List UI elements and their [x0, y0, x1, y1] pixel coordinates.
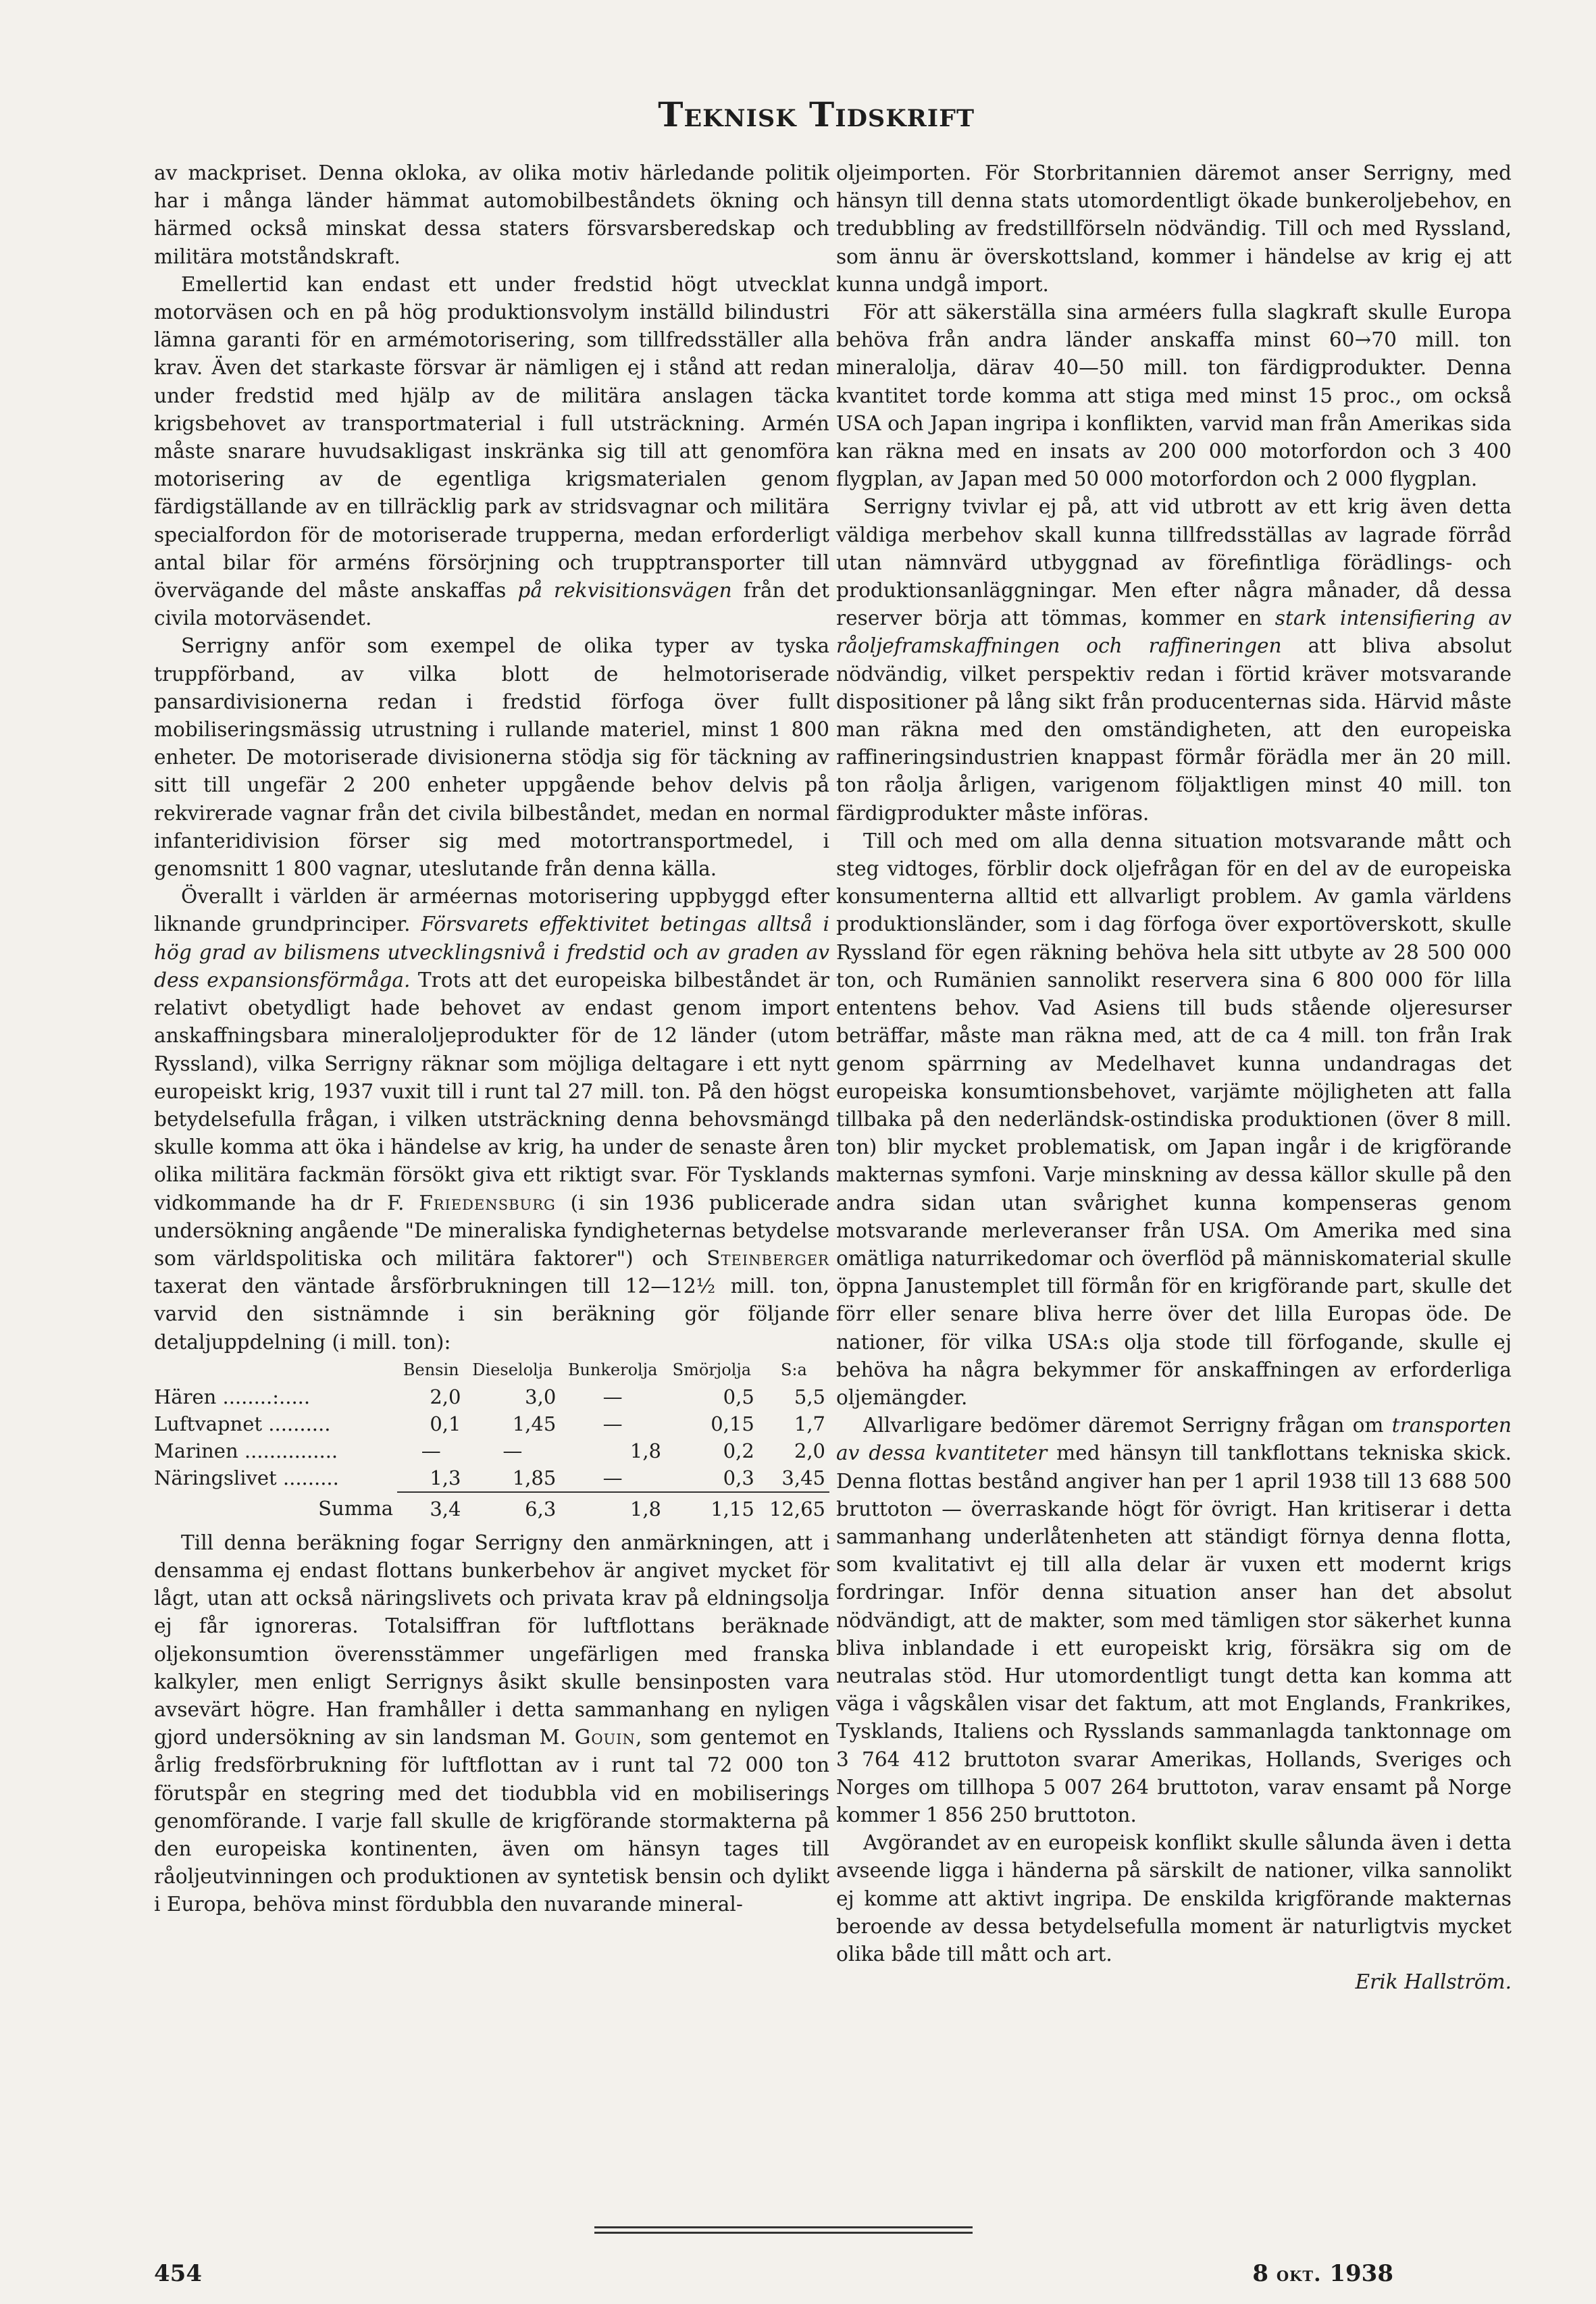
column-header: Dieselolja [472, 1360, 553, 1379]
paragraph: Allvarligare bedömer däremot Serrigny frågan om transporten av dessa kvantiteter med hänsyn till tankflottans tekniska skick. Denna flottas bestånd angiver han per 1 april 1938 till 13 688 500 bruttoton — överraskande högt för övrigt. Han kritiserar i detta sammanhang underlåtenheten att ständigt förnya denna flotta, som kvalitativt ej till alla delar är vuxen ett modernt krigs fordringar. Inför denna situation anser han det absolut nödvändigt, att de makter, som med tämligen stor säkerhet kunna bliva inblandade i ett europeiskt krig, försäkra sig om de neutralas stöd. Hur utomordentligt tungt detta kan komma att väga i vågskålen visar det faktum, att mot Englands, Frankrikes, Tysklands, Italiens och Rysslands sammanlagda tanktonnage om 3 764 412 bruttoton svarar Amerikas, Hollands, Sveriges och Norges om tillhopa 5 007 264 bruttoton, varav ensamt på Norge kommer 1 856 250 bruttoton. [836, 1414, 1512, 1826]
author-signature: Erik Hallström. [1355, 1970, 1512, 1994]
table-sum-row: Summa 3,4 6,3 1,8 1,15 12,65 [154, 1492, 829, 1522]
left-column [154, 159, 829, 1919]
column-header: Bensin [403, 1360, 459, 1379]
footer-rule [594, 2232, 973, 2234]
paragraph: Avgörandet av en europeisk konflikt skulle sålunda även i detta avseende ligga i händerna på särskilt de nationer, vilka sannolikt ej komme att aktivt ingripa. De enskilda krigförande makternas beroende av dessa betydelsefulla moment är naturligtvis mycket olika både till mått och art. [836, 1831, 1512, 1966]
table-row: Marinen ............... — — 1,8 0,2 2,0 [154, 1439, 825, 1462]
paragraph: Emellertid kan endast ett under fredstid högt utvecklat motorväsen och en på hög produktionsvolym inställd bilindustri lämna garanti för en armémotorisering, som tillfredsställer alla krav. Även det starkaste försvar är nämligen ej i stånd att redan under fredstid med hjälp av de militära anslagen täcka krigsbehovet av transportmaterial i full utsträckning. Armén måste snarare huvudsakligast inskränka sig till att genomföra motorisering av de egentliga krigsmaterialen genom färdigställande av en tillräcklig park av stridsvagnar och militära specialfordon för de motoriserade trupperna, medan erforderligt antal bilar för arméns försörjning och trupptransporter till övervägande del måste anskaffas på rekvisitionsvägen från det civila motorväsendet. [154, 272, 829, 630]
oil-consumption-table [154, 1360, 829, 1522]
column-header: Bunkerolja [567, 1360, 658, 1379]
journal-masthead [0, 95, 1596, 134]
paragraph: För att säkerställa sina arméers fulla slagkraft skulle Europa behöva från andra länder anskaffa minst 60→70 mill. ton mineralolja, därav 40—50 mill. ton färdigprodukter. Denna kvantitet torde komma att stiga med minst 15 proc., om också USA och Japan ingripa i konflikten, varvid man från Amerikas sida kan räkna med en insats av 200 000 motorfordon och 3 400 flygplan, av Japan med 50 000 motorfordon och 2 000 flygplan. [836, 301, 1512, 491]
paragraph: Till denna beräkning fogar Serrigny den anmärkningen, att i densamma ej endast flottans bunkerbehov är angivet mycket för lågt, utan att också näringslivets och privata krav på eldningsolja ej får ignoreras. Totalsiffran för luftflottans beräknade oljekonsumtion överensstämmer ungefärligen med franska kalkyler, men enligt Serrignys åsikt skulle bensinposten vara avsevärt högre. Han framhåller i detta sammanhang en nyligen gjord undersökning av sin landsman M. Gouin, som gentemot en årlig fredsförbrukning för luftflottan av i runt tal 72 000 ton förutspår en stegring med det tiodubbla vid en mobiliserings genomförande. I varje fall skulle de krigförande stormakterna på den europeiska kontinenten, även om hänsyn tages till råoljeutvinningen och produktionen av syntetisk bensin och dylikt i Europa, behöva minst fördubbla den nuvarande mineral- [154, 1531, 829, 1916]
paragraph: oljeimporten. För Storbritannien däremot anser Serrigny, med hänsyn till denna stats utomordentligt ökade bunkeroljebehov, en tredubbling av fredstillförseln nödvändig. Till och med Ryssland, som ännu är överskottsland, kommer i händelse av krig ej att kunna undgå import. [836, 161, 1512, 296]
table-row: Hären ........:..... 2,0 3,0 — 0,5 5,5 [154, 1385, 825, 1408]
table-header-row [154, 1360, 829, 1383]
paragraph: Serrigny anför som exempel de olika typer av tyska truppförband, av vilka blott de helmotoriserade pansardivisionerna redan i fredstid förfoga över fullt mobiliseringsmässig utrustning i rullande materiel, minst 1 800 enheter. De motoriserade divisionerna stödja sig för täckning av sitt till ungefär 2 200 enheter uppgående behov delvis på rekvirerade vagnar från det civila bilbeståndet, medan en normal infanteridivision förser sig med motortransportmedel, i genomsnitt 1 800 vagnar, uteslutande från denna källa. [154, 634, 829, 881]
page-number: 454 [154, 2260, 202, 2287]
paragraph: av mackpriset. Denna okloka, av olika motiv härledande politik har i många länder hämmat automobilbeståndets ökning och härmed också minskat dessa staters försvarsberedskap och militära motståndskraft. [154, 161, 829, 268]
journal-title: Teknisk Tidskrift [658, 95, 975, 134]
table-row: Näringslivet ......... 1,3 1,85 — 0,3 3,45 [154, 1466, 825, 1490]
right-column [836, 159, 1512, 1996]
paragraph: Serrigny tvivlar ej på, att vid utbrott av ett krig även detta väldiga merbehov skall kunna tillfredsställas av lagrade förråd utan nämnvärd utbyggnad av förefintliga förädlings- och produktionsanläggningar. Men efter några månader, då dessa reserver börja att tömmas, kommer en stark intensifiering av råoljeframskaffningen och raffineringen att bliva absolut nödvändig, vilket perspektiv redan i förtid kräver motsvarande dispositioner på lång sikt från producenternas sida. Härvid måste man räkna med den omständigheten, att den europeiska raffineringsindustrien knappast förmår förädla mer än 20 mill. ton råolja årligen, varigenom följaktligen minst 40 mill. ton färdigprodukter måste införas. [836, 495, 1512, 825]
paragraph: Till och med om alla denna situation motsvarande mått och steg vidtoges, förblir dock oljefrågan för en del av de europeiska konsumenterna alltid ett allvarligt problem. Av gamla världens produktionsländer, som i dag förfoga över exportöverskott, skulle Ryssland för egen räkning behöva hela sitt utbyte av 28 500 000 ton, och Rumänien sannolikt reservera sina 6 800 000 för lilla ententens behov. Vad Asiens till buds stående oljeresurser beträffar, måste man räkna med, att de ca 4 mill. ton från Irak genom spärrning av Medelhavet kunna undandragas det europeiska konsumtionsbehovet, varjämte möjligheten att falla tillbaka på den nederländsk-ostindiska produktionen (över 8 mill. ton) blir mycket problematisk, om Japan ingår i de krigförande makternas symfoni. Varje minskning av dessa källor skulle på den andra sidan utan svårighet kunna kompenseras genom motsvarande merleveranser från USA. Om Amerika med sina omätliga naturrikedomar och överflöd på människomaterial skulle öppna Janustemplet till förmån för en krigförande part, skulle det förr eller senare bliva herre över det lilla Europas öde. De nationer, för vilka USA:s olja stode till förfogande, skulle ej behöva ha några bekymmer för anskaffningen av erforderliga oljemängder. [836, 829, 1512, 1409]
issue-date: 8 okt. 1938 [1252, 2260, 1393, 2287]
column-header: Smörjolja [672, 1360, 752, 1379]
footer-rule [594, 2226, 973, 2228]
paragraph: Överallt i världen är arméernas motorisering uppbyggd efter liknande grundprinciper. Försvarets effektivitet betingas alltså i hög grad av bilismens utvecklingsnivå i fredstid och av graden av dess expansionsförmåga. Trots att det europeiska bilbeståndet är relativt obetydligt hade behovet av endast genom import anskaffningsbara mineraloljeprodukter för de 12 länder (utom Ryssland), vilka Serrigny räknar som möjliga deltagare i ett nytt europeiskt krig, 1937 vuxit till i runt tal 27 mill. ton. På den högst betydelsefulla frågan, i vilken utsträckning denna behovsmängd skulle komma att öka i händelse av krig, ha under de senaste åren olika militära fackmän försökt giva ett riktigt svar. För Tysklands vidkommande ha dr F. Friedensburg (i sin 1936 publicerade undersökning angående "De mineraliska fyndigheternas betydelse som världspolitiska och militära faktorer") och Steinberger taxerat den väntade årsförbrukningen till 12—12½ mill. ton, varvid den sistnämnde i sin beräkning gör följande detaljuppdelning (i mill. ton): [154, 885, 829, 1354]
table-row: Luftvapnet .......... 0,1 1,45 — 0,15 1,7 [154, 1412, 825, 1435]
column-header: S:a [780, 1360, 807, 1379]
